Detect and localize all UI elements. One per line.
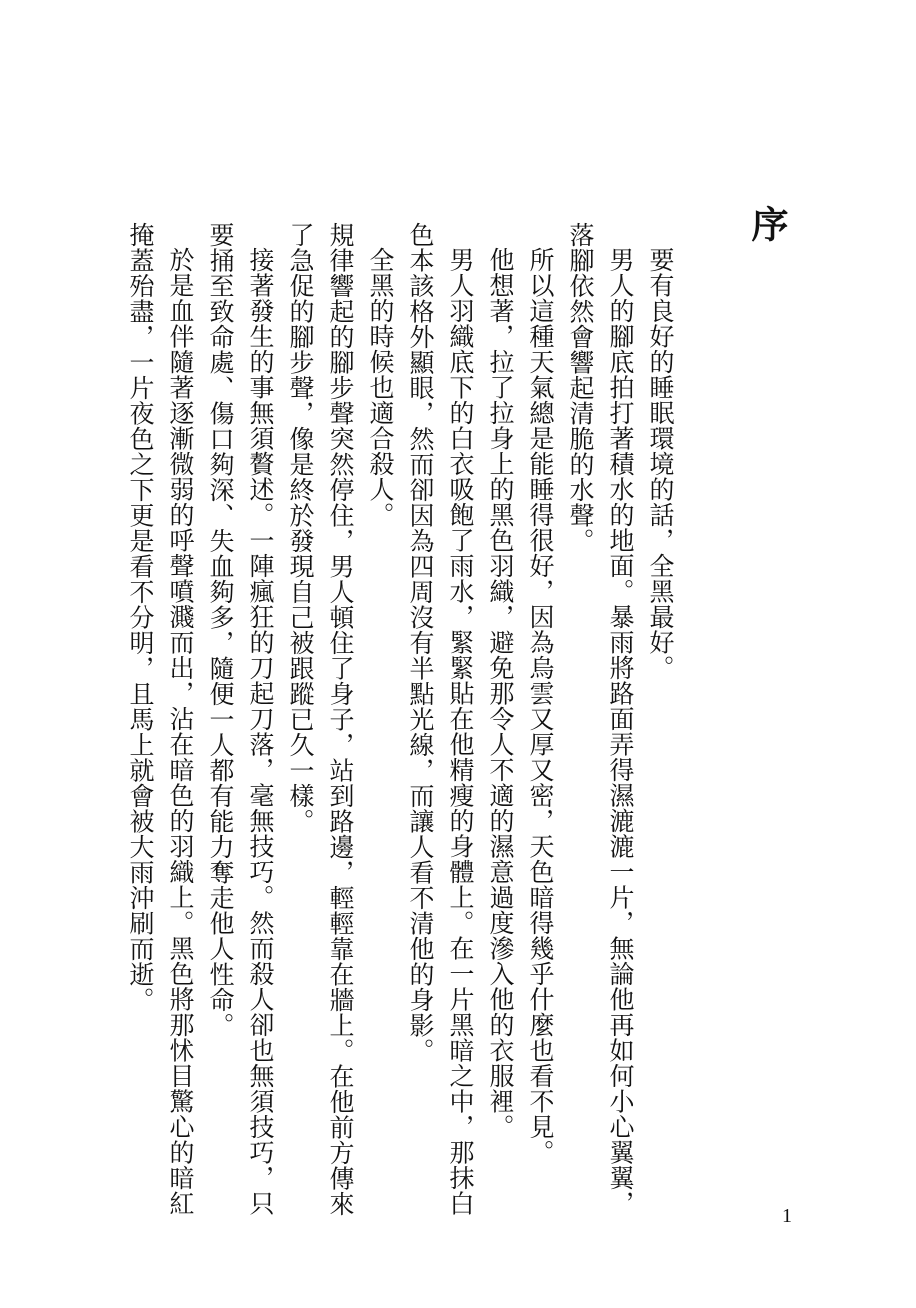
- paragraph: 所以這種天氣總是能睡得很好，因為烏雲又厚又密，天色暗得幾乎什麼也看不見。: [526, 247, 555, 1165]
- paragraph: 他想著，拉了拉身上的黑色羽織，避免那令人不適的濕意過度滲入他的衣服裡。: [486, 247, 515, 1140]
- page-number: 1: [782, 1205, 792, 1227]
- paragraph: 男人羽織底下的白衣吸飽了雨水，緊緊貼在他精瘦的身體上。在一片黑暗之中，那抹白色本該格外顯眼，然而卻因為四周沒有半點光線，而讓人看不清他的身影。: [406, 222, 475, 1216]
- paragraph: 於是血伴隨著逐漸微弱的呼聲噴濺而出，沾在暗色的羽織上。黑色將那怵目驚心的暗紅掩蓋殆盡，一片夜色之下更是看不分明，且馬上就會被大雨沖刷而逝。: [126, 222, 195, 1216]
- chapter-title: 序: [745, 205, 789, 242]
- body-text: [120, 222, 680, 1232]
- paragraph: 規律響起的腳步聲突然停住，男人頓住了身子，站到路邊，輕輕靠在牆上。在他前方傳來了急促的腳步聲，像是終於發現自己被跟蹤已久一樣。: [286, 222, 355, 1217]
- paragraph: 接著發生的事無須贅述。一陣瘋狂的刀起刀落，毫無技巧。然而殺人卻也無須技巧，只要捅至致命處、傷口夠深、失血夠多，隨便一人都有能力奪走他人性命。: [206, 222, 275, 1216]
- paragraph: 要有良好的睡眠環境的話，全黑最好。: [646, 247, 675, 681]
- paragraph: 男人的腳底拍打著積水的地面。暴雨將路面弄得濕漉漉一片，無論他再如何小心翼翼，落腳依然會響起清脆的水聲。: [566, 222, 635, 1216]
- paragraph: 全黑的時候也適合殺人。: [366, 247, 395, 528]
